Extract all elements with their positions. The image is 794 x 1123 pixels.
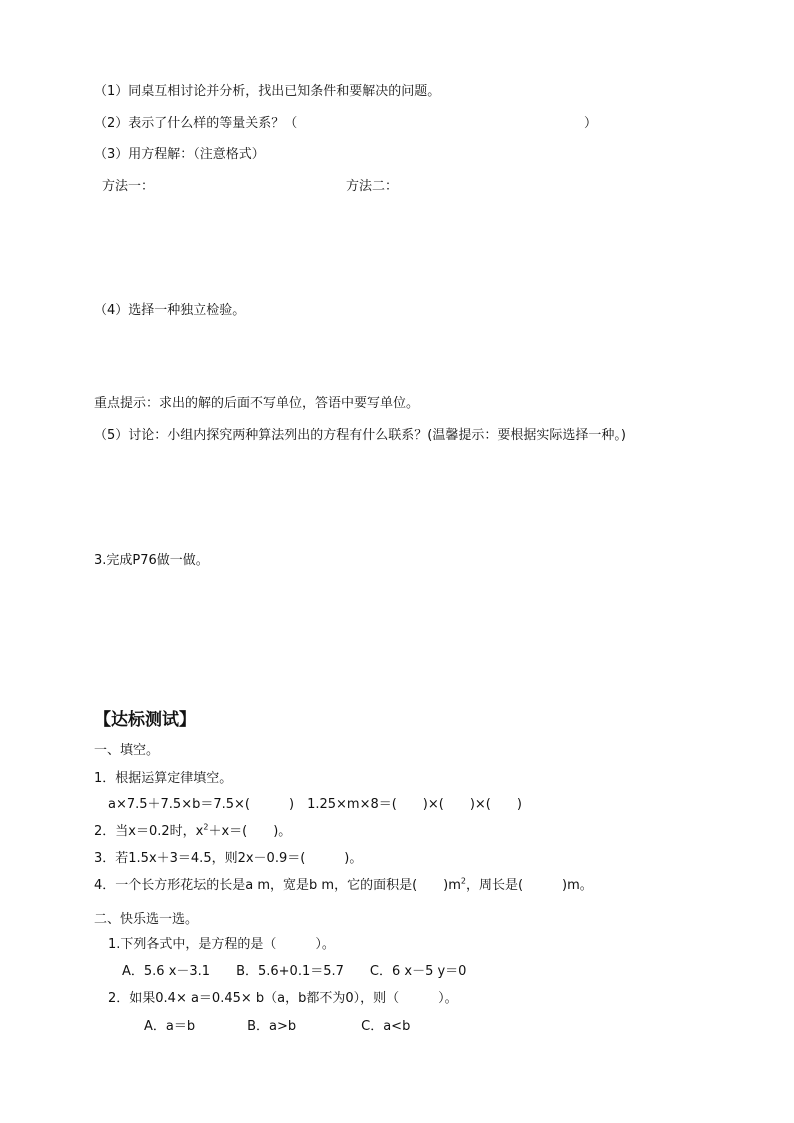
test-title: 【达标测试】 <box>94 710 196 730</box>
question-2-suffix: ） <box>584 116 598 131</box>
q4-text-suffix: ，周长是( )m。 <box>465 878 593 893</box>
q4-text-prefix: 4．一个长方形花坛的长是a m，宽是b m，它的面积是( )m <box>94 878 461 893</box>
q4-superscript: 2 <box>460 876 466 886</box>
q2-text-suffix: ＋x＝( )。 <box>208 824 292 839</box>
part-1-question-3: 3．若1.5x＋3＝4.5，则2x－0.9＝( )。 <box>94 851 363 866</box>
part-2-question-2: 2．如果0.4× a＝0.45× b（a，b都不为0），则（ ）。 <box>108 991 458 1006</box>
part-1-title: 一、填空。 <box>94 743 160 758</box>
part-2-question-1-options: A．5.6 x－3.1 B．5.6+0.1＝5.7 C．6 x－5 y＝0 <box>122 964 467 979</box>
part-1-question-2 <box>94 824 291 840</box>
item-3: 3.完成P76做一做。 <box>94 553 209 568</box>
method-two-label: 方法二： <box>346 179 399 194</box>
part-1-question-4 <box>94 878 593 894</box>
key-tip: 重点提示：求出的解的后面不写单位，答语中要写单位。 <box>94 396 420 411</box>
question-2-prefix: （2）表示了什么样的等量关系？（ <box>94 116 298 131</box>
q2-superscript: 2 <box>203 822 209 832</box>
question-5: （5）讨论：小组内探究两种算法列出的方程有什么联系？(温馨提示：要根据实际选择一种。) <box>94 428 626 443</box>
part-2-question-1: 1.下列各式中，是方程的是（ ）。 <box>108 937 335 952</box>
question-4: （4）选择一种独立检验。 <box>94 303 246 318</box>
part-2-title: 二、快乐选一选。 <box>94 912 199 927</box>
part-2-question-2-options: A．a＝b B．a>b C．a<b <box>144 1019 411 1034</box>
q2-text-prefix: 2．当x＝0.2时，x <box>94 824 204 839</box>
question-1: （1）同桌互相讨论并分析，找出已知条件和要解决的问题。 <box>94 84 441 99</box>
method-one-label: 方法一： <box>102 179 155 194</box>
part-1-question-1-blanks: a×7.5＋7.5×b＝7.5×( ) 1.25×m×8＝( )×( )×( ) <box>108 797 522 812</box>
part-1-question-1: 1．根据运算定律填空。 <box>94 771 233 786</box>
question-3: （3）用方程解：（注意格式） <box>94 147 265 162</box>
